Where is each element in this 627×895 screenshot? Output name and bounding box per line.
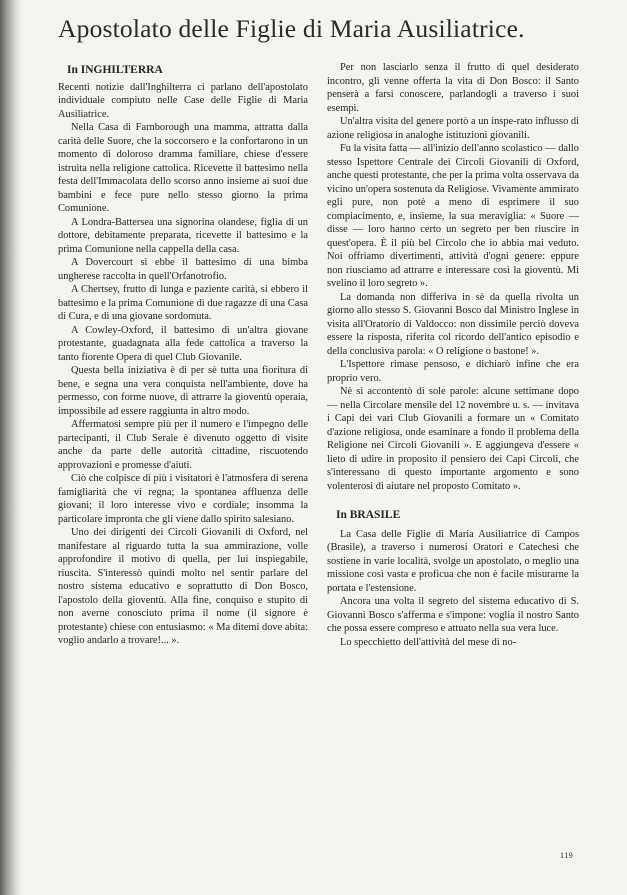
paragraph: A Chertsey, frutto di lunga e paziente carità, si ebbero il battesimo e la prima Comunione di due ragazze di una Casa di Cura, e di una giovane sordomuta.: [58, 284, 308, 322]
paragraph: Affermatosi sempre più per il numero e l'impegno delle partecipanti, il Club Serale è divenuto oggetto di visite anche da parte delle autorità cittadine, riscuotendo approvazioni e promesse d'aiuti.: [58, 419, 308, 471]
left-column: [58, 64, 308, 648]
section-heading-england: [58, 64, 308, 78]
paragraph: Un'altra visita del genere portò a un inspe-rato influsso di azione religiosa in analoghe istituzioni giovanili.: [327, 116, 579, 141]
book-spine-shadow: [0, 0, 22, 895]
paragraph: A Londra-Battersea una signorina olandese, figlia di un dottore, debitamente preparata, ricevette il battesimo e la prima Comunione nella cappella della casa.: [58, 216, 308, 255]
section-heading-brazil: [327, 509, 579, 523]
paragraph: Nella Casa di Farnborough una mamma, attratta dalla carità delle Suore, che la soccorsero e la confortarono in un momento di doloroso dramma familiare, chiese d'essere istruita nella religione cattolica. Ricevette il battesimo nella festa dell'Immacolata dello scorso anno insieme ai suoi due bambini e fece pure nello stesso giorno la prima Comunione.: [58, 122, 308, 214]
paragraph: Ciò che colpisce di più i visitatori è l'atmosfera di serena famigliarità che vi regna; la spontanea affluenza delle giovani; il loro interesse vivo e cordiale; insomma la particolare impronta che gli viene dallo spirito salesiano.: [58, 473, 308, 525]
paragraph: Per non lasciarlo senza il frutto di quel desiderato incontro, gli venne offerta la vita di Don Bosco: il Santo penserà a farsi conoscere, parlandogli a traverso i suoi esempi.: [327, 62, 579, 114]
paragraph: L'Ispettore rimase pensoso, e dichiarò infine che era proprio vero.: [327, 359, 579, 384]
page-number: 119: [560, 851, 574, 860]
heading-country: BRASILE: [349, 509, 401, 521]
paragraph: Ancora una volta il segreto del sistema educativo di S. Giovanni Bosco s'afferma e s'impone: voglia il nostro Santo che possa essere compreso e attuato nella sua vera luce.: [327, 596, 579, 634]
right-column: [327, 61, 579, 649]
paragraph: La Casa delle Figlie di Maria Ausiliatrice di Campos (Brasile), a traverso i numerosi Oratori e Catechesi che sostiene in varie località, svolge un apostolato, o meglio una missione così vasta e proficua che non è facile misurarne la portata e l'estensione.: [327, 528, 579, 594]
heading-country: INGHILTERRA: [80, 64, 163, 76]
paragraph: A Cowley-Oxford, il battesimo di un'altra giovane protestante, guadagnata alla fede cattolica a traverso la tanto fiorente Opera di quel Club Giovanile.: [58, 324, 308, 363]
paragraph: A Dovercourt si ebbe il battesimo di una bimba ungherese raccolta in quell'Orfanotrofio.: [58, 257, 308, 282]
heading-prefix: In: [336, 509, 347, 521]
paragraph: Lo specchietto dell'attività del mese di no-: [340, 636, 517, 648]
heading-prefix: In: [67, 64, 78, 76]
paragraph: La domanda non differiva in sè da quella rivolta un giorno allo stesso S. Giovanni Bosco dal Ministro Inglese in visita all'Oratorio di Valdocco: non dissimile perciò doveva essere la risposta, riferita col ricordo dell'antico episodio e della conclusiva parola: « O religione o bastone! ».: [327, 291, 579, 357]
paragraph: Questa bella iniziativa è di per sè tutta una fioritura di bene, e segna una vera conquista nell'ambiente, dove ha permesso, con forme nuove, di attrarre la gioventù operaia, impossibile ad essere raggiunta in altro modo.: [58, 365, 308, 417]
page-title: Apostolato delle Figlie di Maria Ausiliatrice.: [58, 14, 525, 43]
paragraph: Fu la visita fatta — all'inizio dell'anno scolastico — dallo stesso Ispettore Centrale dei Circoli Giovanili di Oxford, anche questi protestante, che per la prima volta osservava da vicino un'opera sostenuta da Religiose. Vivamente ammirato egli pure, non potè a meno di esprimere il suo compiacimento, e, insieme, la sua meraviglia: « Suore — disse — loro hanno certo un segreto per ben riuscire in quest'opera. È il più bel Circolo che io abbia mai veduto. Noi offriamo divertimenti, attività d'ogni genere: eppure non riusciamo ad attrarre e interessare così la gioventù. Mi svelino il loro segreto ».: [327, 143, 579, 289]
paragraph: Nè si accontentò di sole parole: alcune settimane dopo — nella Circolare mensile del 12 novembre u. s. — invitava i Capi dei vari Club Giovanili a formare un « Comitato d'azione religiosa, onde esaminare a fondo il problema della Religione nei Circoli Giovanili ». E aggiungeva d'essere « lieto di udire in proposito il pensiero dei Capi Circoli, che s'interessano di questo importante argomento e sono volenterosi di aiutare nel proposto Comitato ».: [327, 386, 579, 492]
paragraph: Recenti notizie dall'Inghilterra ci parlano dell'apostolato individuale compiuto nelle Case delle Figlie di Maria Ausiliatrice.: [58, 81, 308, 120]
paragraph: Uno dei dirigenti dei Circoli Giovanili di Oxford, nel manifestare al riguardo tutta la sua ammirazione, volle approfondire il motivo di quella, per lui inspiegabile, riuscita. S'interessò quindi molto nel sentir parlare del nostro sistema educativo e soprattutto di Don Bosco, l'apostolo della gioventù. Alla fine, conquiso e stupito di non averne conosciuto prima il nome (il signore è protestante) chiese con entusiasmo: « Ma ditemi dove abita: voglio andarlo a trovare!... ».: [58, 527, 308, 646]
